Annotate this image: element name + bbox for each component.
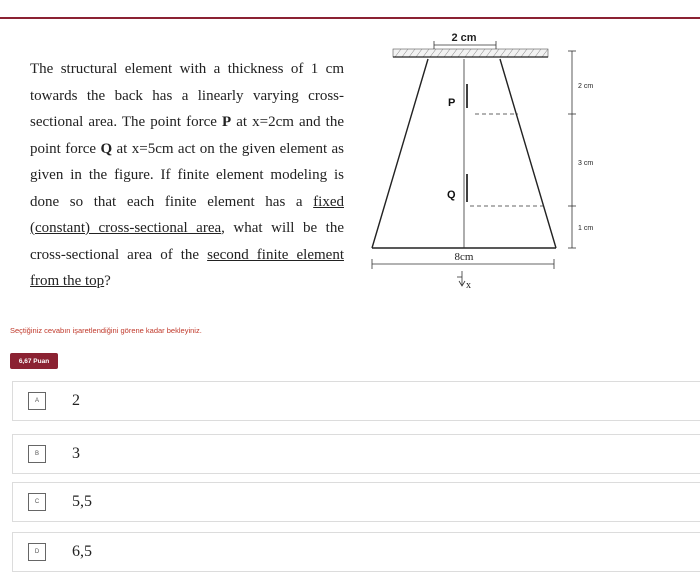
force-p-label: P bbox=[222, 114, 232, 130]
option-d[interactable] bbox=[12, 532, 700, 572]
option-b[interactable] bbox=[12, 434, 700, 474]
x-axis-label: x bbox=[466, 280, 471, 291]
option-c[interactable] bbox=[12, 482, 700, 522]
option-c-letter[interactable]: C bbox=[28, 493, 46, 511]
option-a[interactable] bbox=[12, 381, 700, 421]
x-axis-arrow bbox=[457, 271, 465, 286]
question-emphasis: fixed (constant) cross-sectional area bbox=[30, 193, 344, 236]
force-p-figure-label: P bbox=[448, 97, 456, 109]
support-hatch bbox=[393, 49, 548, 57]
option-a-value: 2 bbox=[72, 392, 80, 409]
question-text bbox=[30, 56, 344, 295]
element-right-edge bbox=[500, 59, 556, 248]
points-badge: 6,67 Puan bbox=[10, 353, 58, 369]
element-left-edge bbox=[372, 59, 428, 248]
question-text-part: at x=2cm and the point force bbox=[30, 114, 344, 157]
force-q-label: Q bbox=[100, 140, 113, 157]
option-d-value: 6,5 bbox=[72, 543, 92, 560]
option-b-letter[interactable]: B bbox=[28, 445, 46, 463]
option-d-letter[interactable]: D bbox=[28, 543, 46, 561]
segment-2-label: 3 cm bbox=[578, 160, 594, 167]
option-b-value: 3 bbox=[72, 445, 80, 462]
structural-element-figure bbox=[360, 26, 600, 296]
force-q-figure-label: Q bbox=[447, 189, 456, 201]
question-text-part: The structural element with a thickness of 1 cm towards the back has a linearly varying cross-sectional area. The point force bbox=[30, 61, 344, 130]
header-divider bbox=[0, 17, 700, 19]
question-text-part: ? bbox=[104, 273, 111, 289]
instruction-text: Seçtiğiniz cevabın işaretlendiğini görene kadar bekleyiniz. bbox=[10, 326, 202, 335]
option-c-value: 5,5 bbox=[72, 493, 92, 510]
segment-3-label: 1 cm bbox=[578, 225, 594, 232]
bottom-width-label: 8cm bbox=[454, 251, 474, 263]
question-emphasis: second finite element from the top bbox=[30, 246, 344, 289]
question-text-part: , what will be the cross-sectional area of the bbox=[30, 220, 344, 263]
segment-1-label: 2 cm bbox=[578, 83, 594, 90]
option-a-letter[interactable]: A bbox=[28, 392, 46, 410]
top-width-label: 2 cm bbox=[451, 32, 477, 44]
length-dimension bbox=[568, 51, 576, 248]
question-text-part: at x=5cm act on the given element as given in the figure. If finite element modeling is done so that each finite element has a bbox=[30, 140, 344, 210]
